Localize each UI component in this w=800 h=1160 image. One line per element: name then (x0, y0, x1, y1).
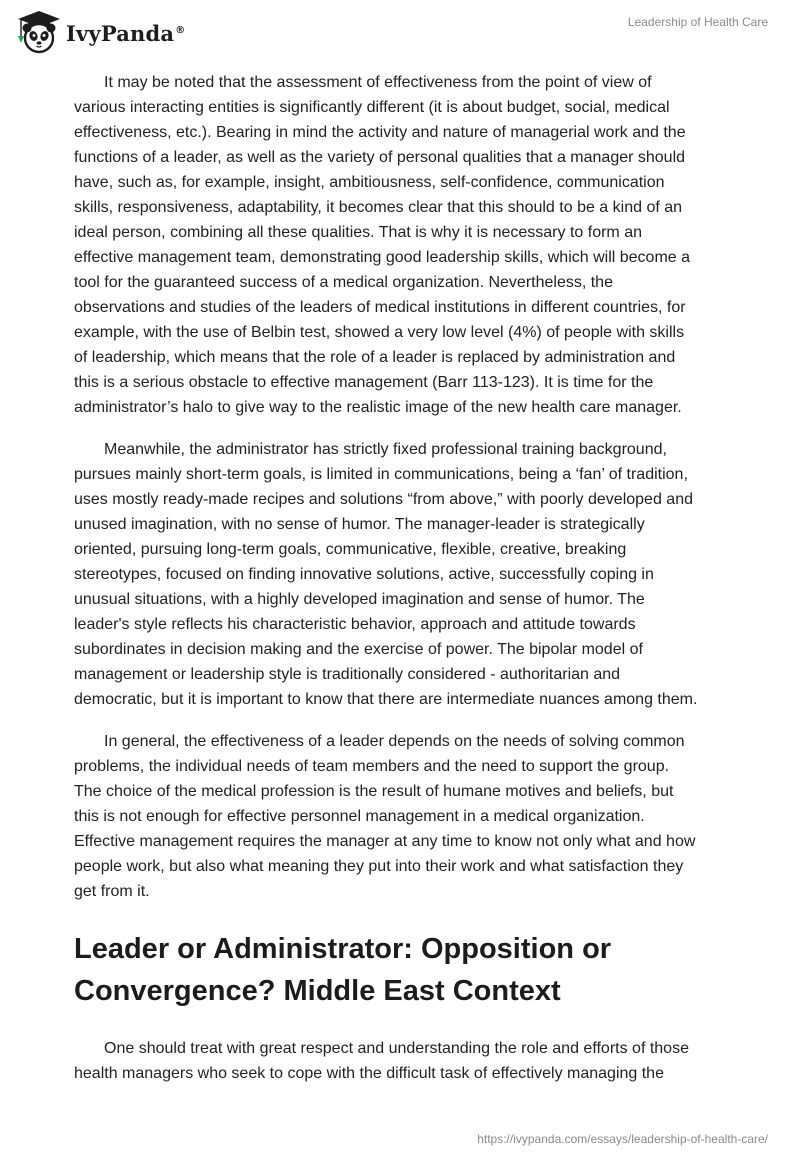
paragraph: It may be noted that the assessment of effectiveness from the point of view of various interacting entities is significantly different (it is about budget, social, medical effectiveness, etc.). Bearing in mind the activity and nature of managerial work and the functions of a leader, as well as the variety of personal qualities that a manager should have, such as, for example, insight, ambitiousness, self-confidence, communication skills, responsiveness, adaptability, it becomes clear that this should to be a kind of an ideal person, combining all these qualities. That is why it is necessary to form an effective management team, demonstrating good leadership skills, which will become a tool for the guaranteed success of a medical organization. Nevertheless, the observations and studies of the leaders of medical institutions in different countries, for example, with the use of Belbin test, showed a very low level (4%) of people with skills of leadership, which means that the role of a leader is replaced by administration and this is a serious obstacle to effective management (Barr 113-123). It is time for the administrator’s halo to give way to the realistic image of the new health care manager. (74, 74, 691, 416)
essay-body (74, 70, 728, 1103)
ivypanda-logo[interactable] (16, 10, 185, 54)
panda-graduate-icon (16, 10, 62, 54)
paragraph: In general, the effectiveness of a leader depends on the needs of solving common problems, the individual needs of team members and the need to support the group. The choice of the medical profession is the result of humane motives and beliefs, but this is not enough for effective personnel management in a medical organization. Effective management requires the manager at any time to know not only what and how people work, but also what meaning they put into their work and what satisfaction they get from it. (74, 733, 696, 900)
section-heading: Leader or Administrator: Opposition or Convergence? Middle East Context (74, 933, 612, 1007)
document-title: Leadership of Health Care (627, 15, 768, 29)
paragraph: Meanwhile, the administrator has strictly fixed professional training background, pursues mainly short-term goals, is limited in communications, being a ‘fan’ of tradition, uses mostly ready-made recipes and solutions “from above,” with poorly developed and unused imagination, with no sense of humor. The manager-leader is strategically oriented, pursuing long-term goals, communicative, flexible, creative, breaking stereotypes, focused on finding innovative solutions, active, successfully coping in unusual situations, with a highly developed imagination and sense of humor. The leader's style reflects his characteristic behavior, approach and attitude towards subordinates in decision making and the exercise of power. The bipolar model of management or leadership style is traditionally considered - authoritarian and democratic, but it is important to know that there are intermediate nuances among them. (74, 441, 698, 708)
page-header (0, 0, 800, 60)
paragraph: One should treat with great respect and understanding the role and efforts of those health managers who seek to cope with the difficult task of effectively managing the (74, 1040, 689, 1082)
source-url[interactable]: https://ivypanda.com/essays/leadership-of-health-care/ (477, 1132, 768, 1146)
logo-wordmark: IvyPanda® (66, 20, 186, 46)
